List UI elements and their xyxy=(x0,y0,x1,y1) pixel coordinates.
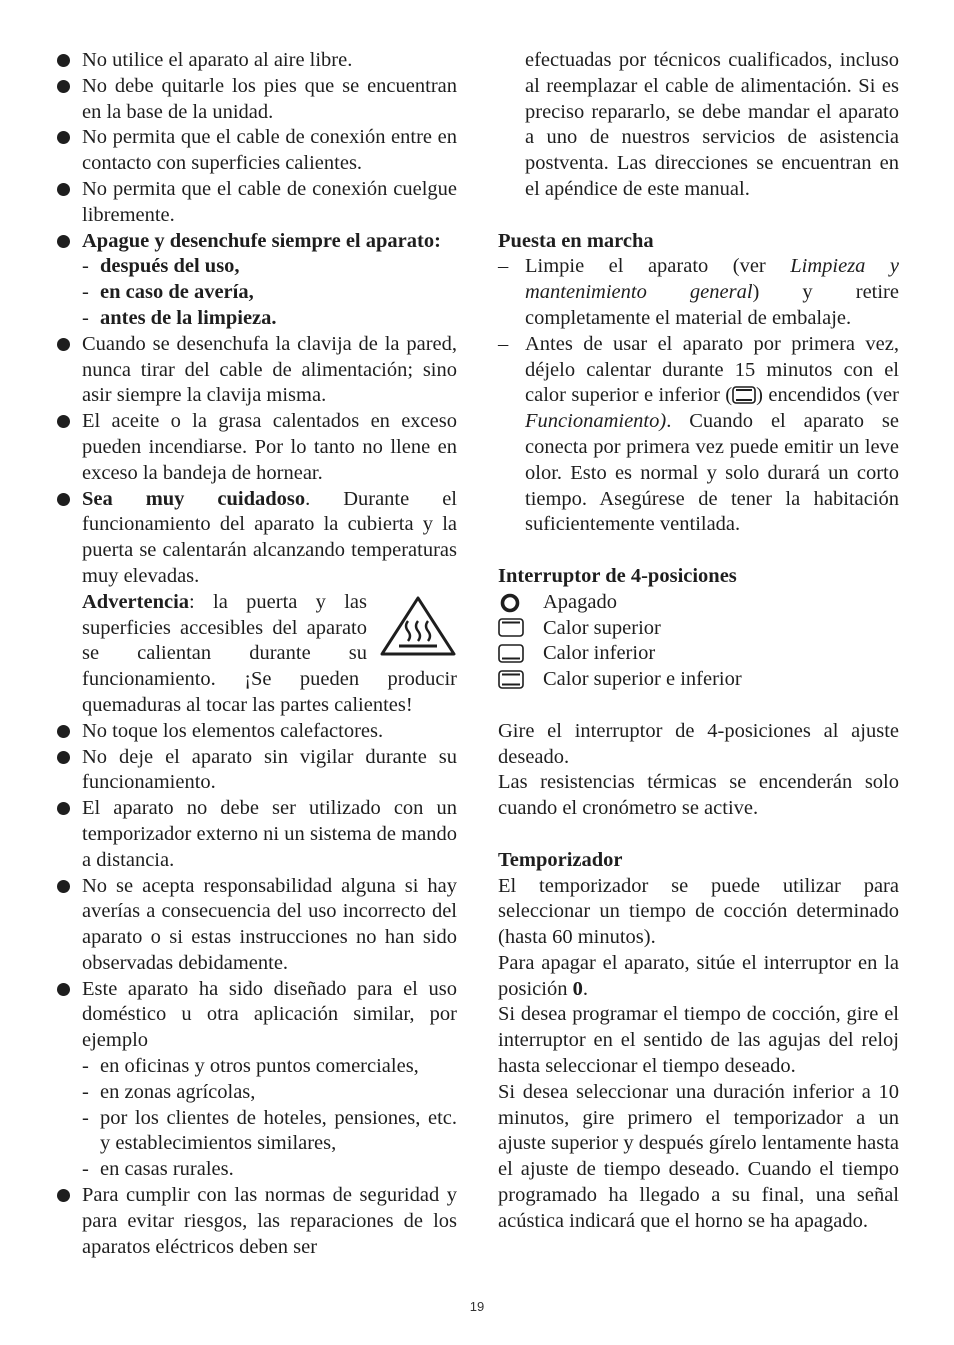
safety-item: No permita que el cable de conexión cuelgue libremente. xyxy=(57,177,457,229)
safety-item: Este aparato ha sido diseñado para el uso doméstico u otra aplicación similar, por ejemplo xyxy=(57,977,457,1054)
switch-option-off: Apagado xyxy=(498,590,899,616)
safety-item: El aparato no debe ser utilizado con un temporizador externo ni un sistema de mando a distancia. xyxy=(57,796,457,873)
sub-item: - en zonas agrícolas, xyxy=(82,1080,256,1103)
sub-item: - por los clientes de hoteles, pensiones, etc. y establecimientos similares, xyxy=(82,1106,457,1155)
page-number: 19 xyxy=(469,1299,485,1314)
bottom-heat-icon xyxy=(498,644,524,664)
safety-item: El aceite o la grasa calentados en exceso pueden incendiarse. Por lo tanto no llene en exceso la bandeja de hornear. xyxy=(57,409,457,486)
sub-item: - antes de la limpieza. xyxy=(82,306,277,329)
switch-paragraph: Gire el interruptor de 4-posiciones al ajuste deseado. xyxy=(498,719,899,768)
section-heading-switch: Interruptor de 4-posiciones xyxy=(498,564,737,587)
switch-option-top-heat: Calor superior xyxy=(498,616,899,642)
timer-paragraph: Para apagar el aparato, sitúe el interruptor en la posición 0. xyxy=(498,951,899,1000)
switch-option-bottom-heat: Calor inferior xyxy=(498,641,899,667)
switch-paragraph: Las resistencias térmicas se encenderán solo cuando el cronómetro se active. xyxy=(498,771,899,820)
top-bottom-heat-icon xyxy=(498,670,524,690)
hot-surface-warning-icon xyxy=(379,596,457,656)
safety-item: Para cumplir con las normas de seguridad y para evitar riesgos, las reparaciones de los aparatos eléctricos deben ser xyxy=(57,1183,457,1260)
sub-item: - después del uso, xyxy=(82,255,240,278)
safety-item-unplug: Apague y desenchufe siempre el aparato: xyxy=(57,229,457,255)
sub-item: - en casas rurales. xyxy=(82,1158,234,1181)
safety-item: No utilice el aparato al aire libre. xyxy=(57,48,457,74)
safety-item: No se acepta responsabilidad alguna si hay averías a consecuencia del uso incorrecto del aparato o si estas instrucciones no han sido observadas debidamente. xyxy=(57,874,457,977)
safety-item: No deje el aparato sin vigilar durante su funcionamiento. xyxy=(57,745,457,797)
top-heat-icon xyxy=(498,618,524,638)
section-heading-puesta: Puesta en marcha xyxy=(498,229,654,252)
continuation-paragraph: efectuadas por técnicos cualificados, incluso al reemplazar el cable de alimentación. Si es preciso repararlo, se debe mandar el aparato a uno de nuestros servicios de asistencia postventa. Las direcciones se encuentran en el apéndice de este manual. xyxy=(525,49,899,200)
timer-paragraph: El temporizador se puede utilizar para seleccionar un tiempo de cocción determinado (hasta 60 minutos). xyxy=(498,874,899,949)
top-bottom-heat-icon xyxy=(732,386,756,404)
list-item: – Antes de usar el aparato por primera vez, déjelo calentar durante 15 minutos con el calor superior e inferior ( ) encendidos (ver Funcionamiento). Cuando el aparato se conecta por primera vez puede emitir un leve olor. Esto es normal y solo durará un corto tiempo. Asegúrese de tener la habitación suficientemente ventilada. xyxy=(498,332,899,536)
warning-block: Advertencia: la puerta y las superficies accesibles del aparato se calientan durante su funcionamiento. ¡Se pueden producir quemaduras al tocar las partes calientes! xyxy=(82,590,457,716)
off-circle-icon xyxy=(498,593,524,613)
safety-item: Cuando se desenchufa la clavija de la pared, nunca tirar del cable de alimentación; sino asir siempre la clavija misma. xyxy=(57,332,457,409)
switch-option-top-bottom-heat: Calor superior e inferior xyxy=(498,667,899,693)
sub-item: - en oficinas y otros puntos comerciales, xyxy=(82,1055,419,1078)
timer-paragraph: Si desea seleccionar una duración inferior a 10 minutos, gire primero el temporizador a un ajuste superior y después gírelo lentamente hasta el ajuste de tiempo deseado. Cuando el tiempo programado ha llegado a su final, una señal acústica indicará que el horno se ha apagado. xyxy=(498,1080,899,1232)
safety-item-hot: Sea muy cuidadoso. Durante el funcionamiento del aparato la cubierta y la puerta se calentarán alcanzando temperaturas muy elevadas. Advertencia: la puerta y las superficies accesibles del aparato se calientan durante su funcionamiento. ¡Se pueden producir quemaduras al tocar las partes calientes! xyxy=(57,487,457,719)
safety-item: No permita que el cable de conexión entre en contacto con superficies calientes. xyxy=(57,125,457,177)
safety-item: No debe quitarle los pies que se encuentran en la base de la unidad. xyxy=(57,74,457,126)
right-column xyxy=(498,48,899,1235)
timer-paragraph: Si desea programar el tiempo de cocción, gire el interruptor en el sentido de las agujas del reloj hasta seleccionar el tiempo deseado. xyxy=(498,1003,899,1078)
section-heading-timer: Temporizador xyxy=(498,848,623,871)
safety-item: No toque los elementos calefactores. xyxy=(57,719,457,745)
sub-item: - en caso de avería, xyxy=(82,281,254,304)
left-column xyxy=(57,48,457,1260)
list-item: – Limpie el aparato (ver Limpieza y mantenimiento general) y retire completamente el material de embalaje. xyxy=(498,255,900,329)
